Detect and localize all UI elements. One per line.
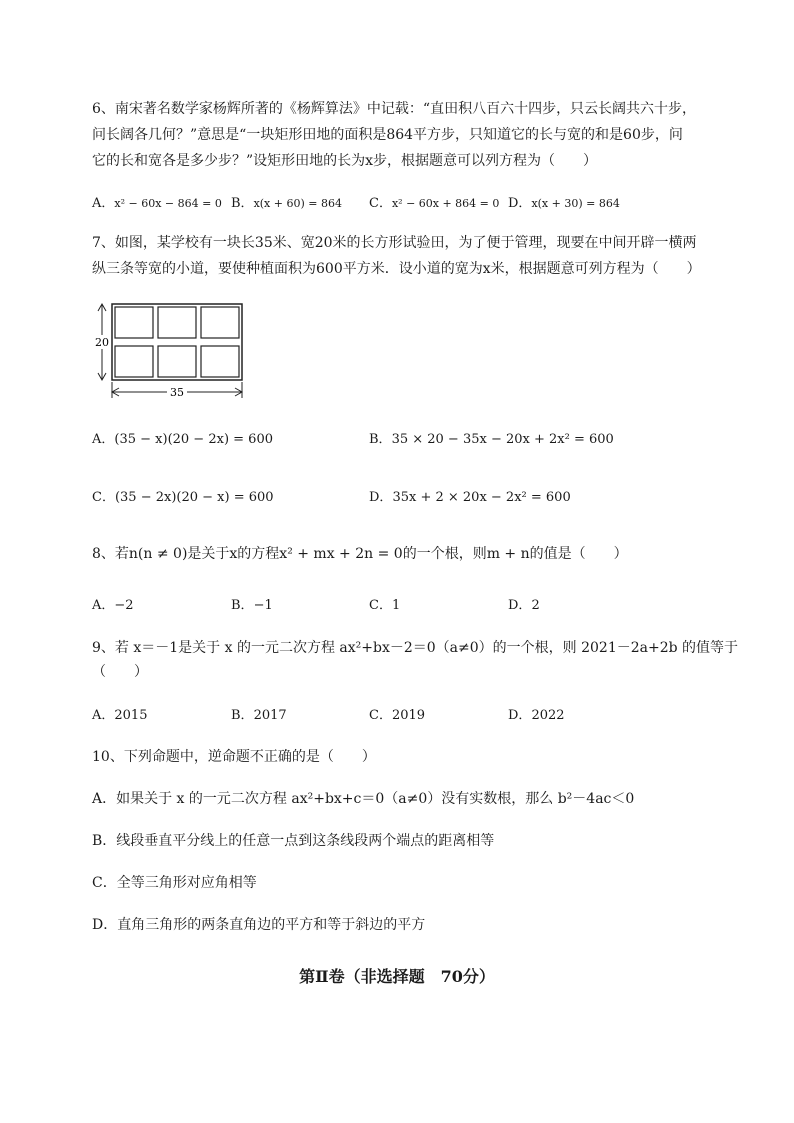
q6-option-c: C．x² − 60x + 864 = 0 [369,196,500,211]
section-title: 第Ⅱ卷（非选择题 70分） [299,967,495,986]
q9-stem-line1: 9、若 x＝－1是关于 x 的一元二次方程 ax²+bx－2＝0（a≠0）的一个根，则 2021－2a+2b 的值等于 [92,640,739,656]
q9-stem-line2: （ ） [92,664,148,680]
field-outline [112,304,242,380]
q7-stem-line1: 7、如图，某学校有一块长35米、宽20米的长方形试验田，为了便于管理，现要在中间开辟一横两 [92,235,697,251]
plot [115,346,153,377]
q10-option-d: D．直角三角形的两条直角边的平方和等于斜边的平方 [92,917,426,933]
q10-stem: 10、下列命题中，逆命题不正确的是（ ） [92,749,376,765]
width-label: 35 [170,386,184,399]
q9-option-b: B．2017 [231,708,287,723]
q6-stem-line3: 它的长和宽各是多少步？”设矩形田地的长为x步，根据题意可以列方程为（ ） [92,153,598,169]
q8-option-d: D．2 [508,598,540,613]
q6-option-a: A．x² − 60x − 864 = 0 [92,196,222,211]
plot [158,346,196,377]
q8-option-c: C．1 [369,598,401,613]
height-label: 20 [95,336,109,349]
plot [201,307,239,338]
plot [201,346,239,377]
plot [115,307,153,338]
q7-option-a: A．(35 − x)(20 − 2x) = 600 [92,432,273,447]
q8-option-b: B．−1 [231,598,273,613]
q7-option-c: C．(35 − 2x)(20 − x) = 600 [92,490,274,505]
q7-option-b: B．35 × 20 − 35x − 20x + 2x² = 600 [369,432,614,447]
q9-option-a: A．2015 [92,708,148,723]
q10-option-a: A．如果关于 x 的一元二次方程 ax²+bx+c＝0（a≠0）没有实数根，那么 b²－4ac＜0 [92,791,635,807]
plot [158,307,196,338]
q9-option-d: D．2022 [508,708,565,723]
q6-option-b: B．x(x + 60) = 864 [231,196,342,211]
q8-stem: 8、若n(n ≠ 0)是关于x的方程x² + mx + 2n = 0的一个根，则m + n的值是（ ） [92,546,628,562]
q6-stem-line2: 问长阔各几何？”意思是“一块矩形田地的面积是864平方步，只知道它的长与宽的和是60步，问 [92,127,683,143]
q7-option-d: D．35x + 2 × 20x − 2x² = 600 [369,490,571,505]
q10-option-c: C．全等三角形对应角相等 [92,875,257,891]
q9-option-c: C．2019 [369,708,426,723]
q6-stem-line1: 6、南宋著名数学家杨辉所著的《杨辉算法》中记载：“直田积八百六十四步，只云长阔共六十步， [92,101,697,117]
q8-option-a: A．−2 [92,598,134,613]
field-diagram [92,300,252,404]
q10-option-b: B．线段垂直平分线上的任意一点到这条线段两个端点的距离相等 [92,833,495,849]
q7-stem-line2: 纵三条等宽的小道，要使种植面积为600平方米．设小道的宽为x米，根据题意可列方程为（ ） [92,261,701,277]
q6-option-d: D．x(x + 30) = 864 [508,196,620,211]
